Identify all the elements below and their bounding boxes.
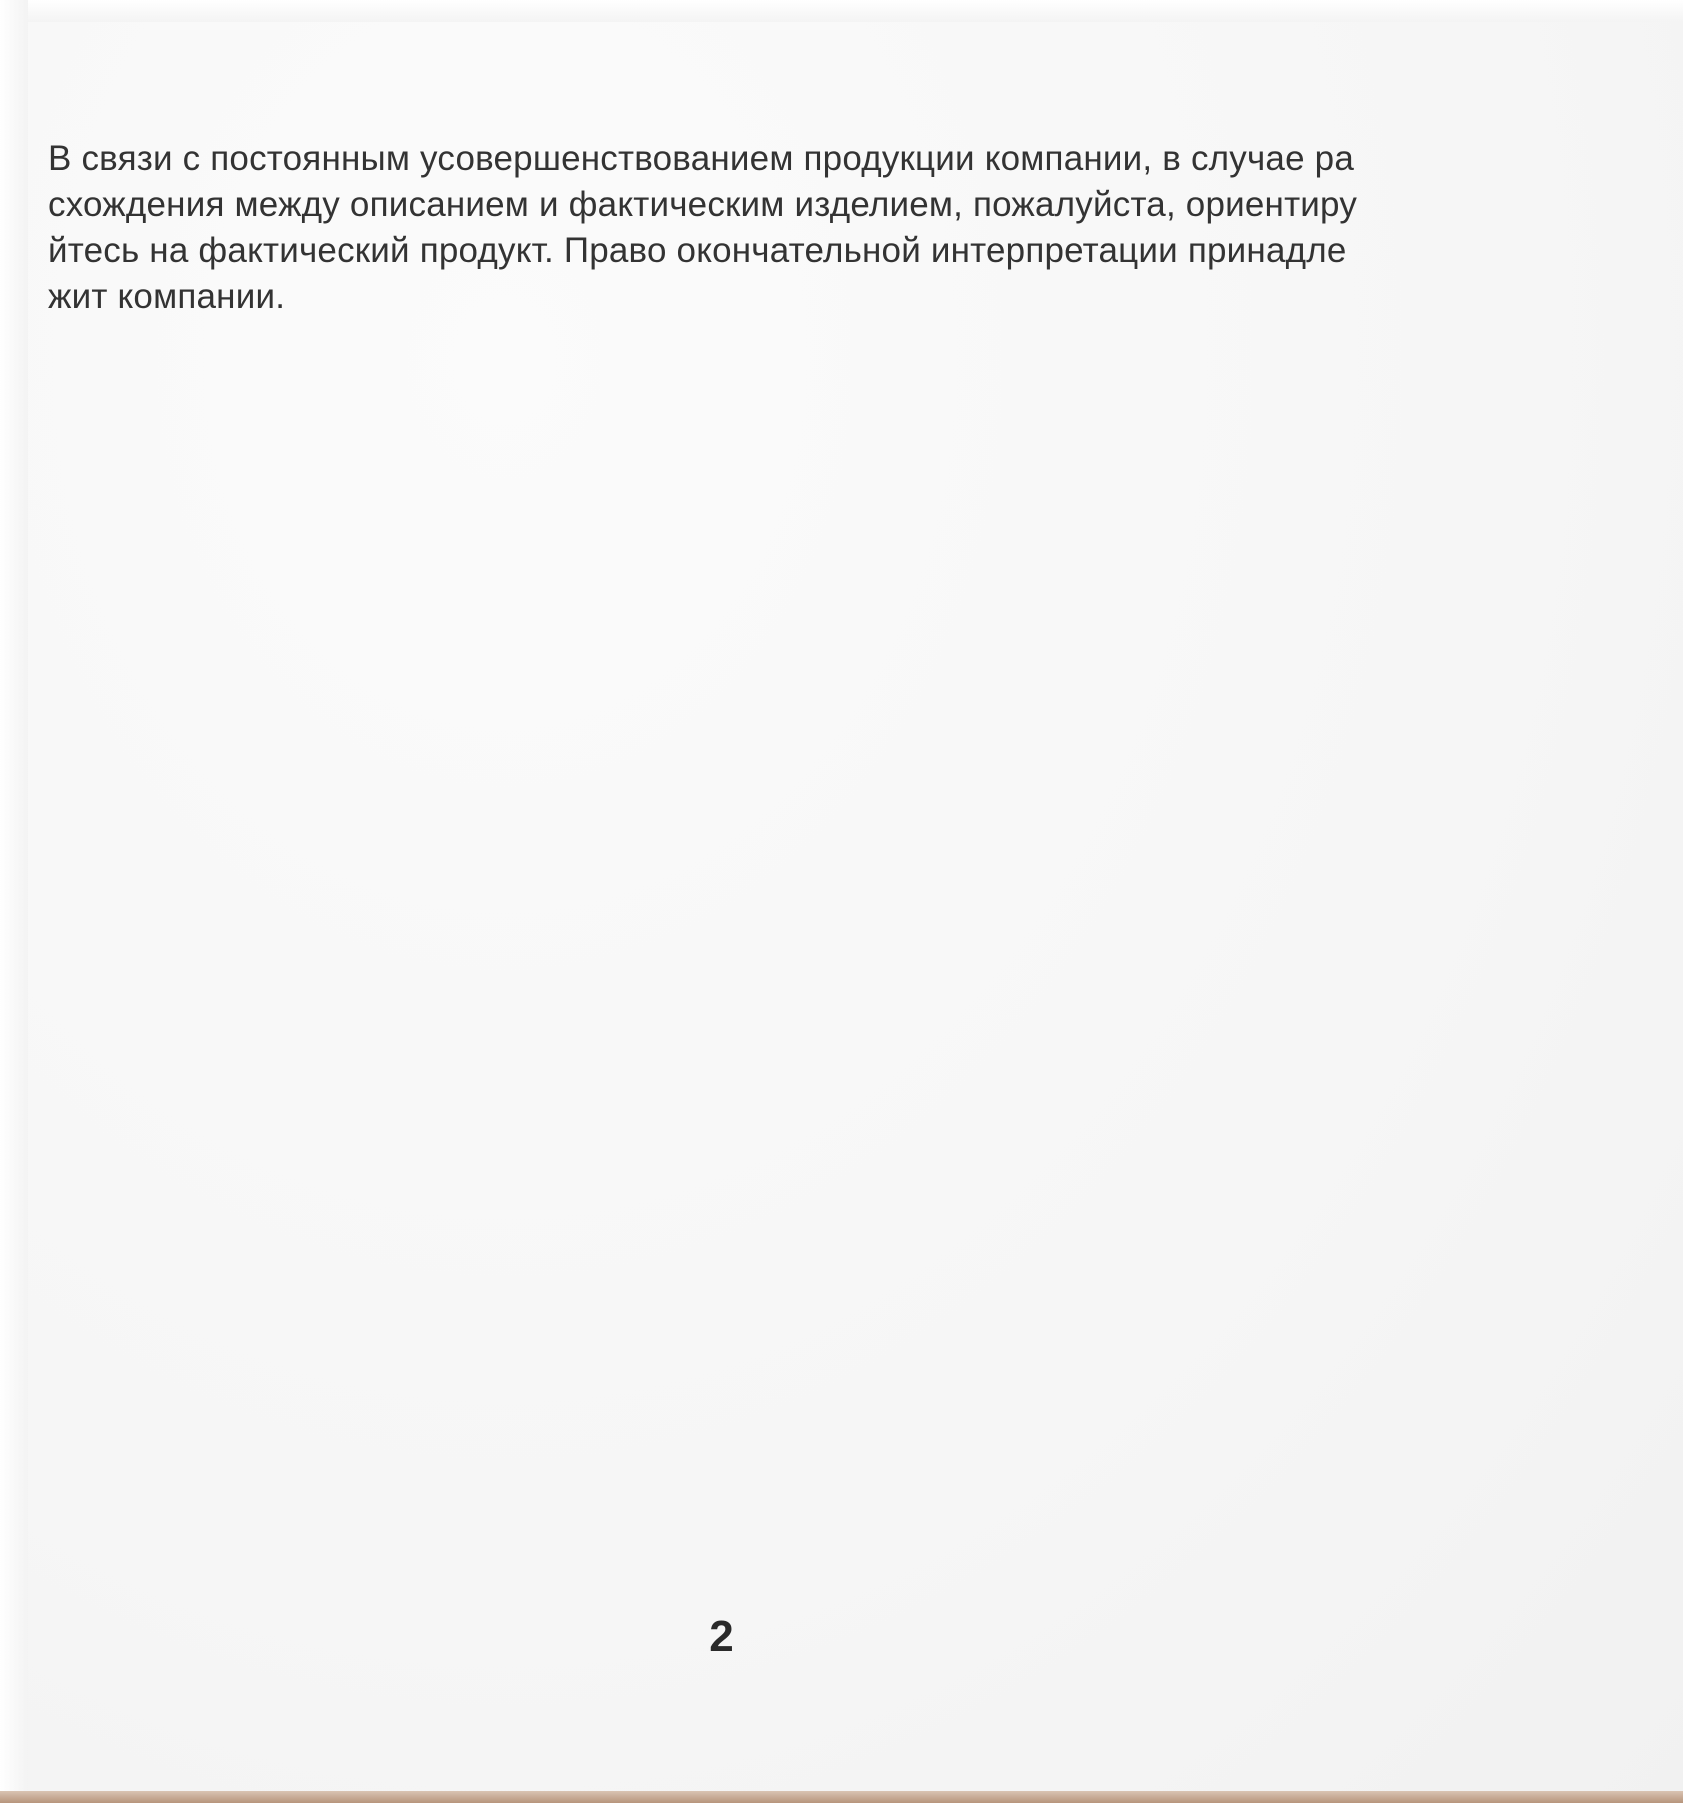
disclaimer-paragraph	[48, 136, 1588, 320]
paragraph-line: В связи с постоянным усовершенствованием продукции компании, в случае ра	[48, 139, 1355, 178]
paragraph-line: схождения между описанием и фактическим изделием, пожалуйста, ориентиру	[48, 185, 1358, 224]
paper-edge-top	[0, 0, 1683, 22]
table-surface-strip	[0, 1791, 1683, 1803]
paper-edge-left	[0, 0, 28, 1803]
paragraph-line: йтесь на фактический продукт. Право окончательной интерпретации принадле	[48, 231, 1347, 270]
page-number: 2	[709, 1612, 734, 1661]
paragraph-line: жит компании.	[48, 277, 286, 316]
